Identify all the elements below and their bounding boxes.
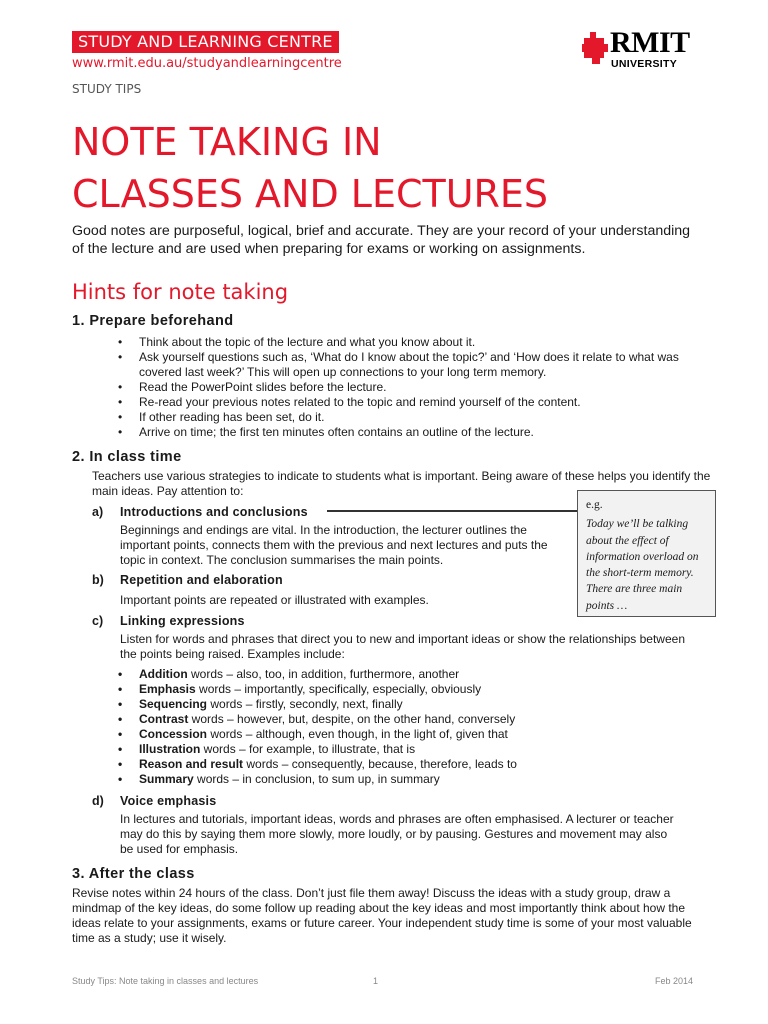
list-item-text: Arrive on time; the first ten minutes often contains an outline of the lecture. bbox=[139, 425, 534, 439]
footer-document-title: Study Tips: Note taking in classes and lectures bbox=[72, 976, 259, 986]
list-item bbox=[118, 712, 658, 727]
example-connector-line bbox=[327, 510, 577, 512]
bullet-icon: • bbox=[118, 772, 123, 786]
example-callout-box bbox=[577, 490, 716, 617]
rmit-pixel-mark-icon bbox=[582, 32, 610, 66]
subsection-a-body: Beginnings and endings are vital. In the introduction, the lecturer outlines the important points, connects them with the previous and next lectures and puts the topic in context. The conclusion summarises the main points. bbox=[120, 523, 548, 567]
intro-paragraph: Good notes are purposeful, logical, brief and accurate. They are your record of your understanding of the lecture and are used when preparing for exams or working on assignments. bbox=[72, 223, 691, 257]
bullet-icon: • bbox=[118, 757, 123, 771]
expression-term: Sequencing bbox=[139, 697, 208, 711]
example-text: Today we’ll be talking about the effect of information overload on the short-term memory. There are three main points … bbox=[586, 518, 699, 612]
subsection-d-body: In lectures and tutorials, important ideas, words and phrases are often emphasised. A lecturer or teacher may do this by saying them more slowly, more loudly, or by pausing. Gestures and movement may also be used for emphasis. bbox=[120, 812, 674, 856]
expression-term: Summary bbox=[139, 772, 194, 786]
list-item bbox=[118, 395, 708, 410]
subsection-a-title: Introductions and conclusions bbox=[120, 505, 308, 519]
list-item bbox=[118, 667, 658, 682]
bullet-icon: • bbox=[118, 425, 123, 439]
rmit-logo bbox=[582, 26, 702, 74]
list-item bbox=[118, 410, 708, 425]
list-item bbox=[118, 335, 708, 350]
expression-term: Illustration bbox=[139, 742, 201, 756]
list-item-text: Think about the topic of the lecture and what you know about it. bbox=[139, 335, 476, 349]
bullet-icon: • bbox=[118, 697, 123, 711]
section-3-heading: 3. After the class bbox=[72, 866, 195, 882]
hints-heading: Hints for note taking bbox=[72, 280, 289, 304]
logo-subtitle: UNIVERSITY bbox=[611, 58, 678, 70]
list-item-text: Ask yourself questions such as, ‘What do I know about the topic?’ and ‘How does it relate to what was covered last week?’ This will open up connections to your long term memory. bbox=[139, 350, 679, 379]
list-item bbox=[118, 757, 658, 772]
section-1-heading: 1. Prepare beforehand bbox=[72, 313, 234, 329]
bullet-icon: • bbox=[118, 380, 123, 394]
expression-text: words – although, even though, in the light of, given that bbox=[207, 727, 508, 741]
expression-text: words – consequently, because, therefore, leads to bbox=[243, 757, 517, 771]
expression-term: Concession bbox=[139, 727, 208, 741]
list-item bbox=[118, 772, 658, 787]
expression-term: Contrast bbox=[139, 712, 189, 726]
bullet-icon: • bbox=[118, 682, 123, 696]
subsection-d-title: Voice emphasis bbox=[120, 794, 217, 808]
expression-term: Emphasis bbox=[139, 682, 196, 696]
logo-wordmark: RMIT bbox=[610, 26, 690, 59]
bullet-icon: • bbox=[118, 335, 123, 349]
list-item bbox=[118, 425, 708, 440]
subsection-a-letter: a) bbox=[92, 505, 104, 519]
subsection-c-body: Listen for words and phrases that direct you to new and important ideas or show the relationships between the points being raised. Examples include: bbox=[120, 632, 685, 661]
subsection-b-body: Important points are repeated or illustrated with examples. bbox=[120, 593, 429, 607]
list-item bbox=[118, 727, 658, 742]
expression-text: words – importantly, specifically, especially, obviously bbox=[195, 682, 482, 696]
list-item-text: Read the PowerPoint slides before the lecture. bbox=[139, 380, 387, 394]
bullet-icon: • bbox=[118, 712, 123, 726]
list-item bbox=[118, 350, 708, 380]
bullet-icon: • bbox=[118, 395, 123, 409]
expression-text: words – also, too, in addition, furthermore, another bbox=[187, 667, 460, 681]
expression-text: words – in conclusion, to sum up, in summary bbox=[193, 772, 440, 786]
section-3-body: Revise notes within 24 hours of the class. Don’t just file them away! Discuss the ideas with a study group, draw a mindmap of the key ideas, do some follow up reading about the key ideas and most importantly think about how the ideas relate to your assignments, exams or future career. Your independent study time is some of your most valuable time as a study; use it wisely. bbox=[72, 886, 692, 945]
bullet-icon: • bbox=[118, 727, 123, 741]
centre-url-link[interactable]: www.rmit.edu.au/studyandlearningcentre bbox=[72, 56, 342, 71]
expression-term: Addition bbox=[139, 667, 188, 681]
list-item-text: If other reading has been set, do it. bbox=[139, 410, 325, 424]
footer-page-number: 1 bbox=[373, 976, 379, 986]
section-1-list bbox=[118, 335, 708, 440]
expression-text: words – firstly, secondly, next, finally bbox=[207, 697, 403, 711]
subsection-b-letter: b) bbox=[92, 573, 104, 587]
subsection-c-title: Linking expressions bbox=[120, 614, 245, 628]
section-2-intro: Teachers use various strategies to indicate to students what is important. Being aware of these helps you identify the main ideas. Pay attention to: bbox=[92, 469, 711, 498]
list-item bbox=[118, 742, 658, 757]
linking-expressions-list bbox=[118, 667, 658, 787]
bullet-icon: • bbox=[118, 667, 123, 681]
example-label: e.g. bbox=[586, 499, 603, 511]
subsection-c-letter: c) bbox=[92, 614, 104, 628]
list-item bbox=[118, 697, 658, 712]
expression-text: words – for example, to illustrate, that is bbox=[200, 742, 416, 756]
subsection-b-title: Repetition and elaboration bbox=[120, 573, 283, 587]
list-item bbox=[118, 380, 708, 395]
list-item bbox=[118, 682, 658, 697]
title-line-2: CLASSES AND LECTURES bbox=[72, 172, 549, 216]
page-title bbox=[72, 116, 712, 220]
expression-term: Reason and result bbox=[139, 757, 244, 771]
expression-text: words – however, but, despite, on the other hand, conversely bbox=[188, 712, 516, 726]
bullet-icon: • bbox=[118, 350, 123, 364]
list-item-text: Re-read your previous notes related to the topic and remind yourself of the content. bbox=[139, 395, 581, 409]
title-line-1: NOTE TAKING IN bbox=[72, 120, 382, 164]
bullet-icon: • bbox=[118, 742, 123, 756]
study-tips-label: STUDY TIPS bbox=[72, 82, 142, 96]
bullet-icon: • bbox=[118, 410, 123, 424]
subsection-d-letter: d) bbox=[92, 794, 104, 808]
centre-banner: STUDY AND LEARNING CENTRE bbox=[72, 31, 339, 53]
footer-date: Feb 2014 bbox=[655, 976, 694, 986]
section-2-heading: 2. In class time bbox=[72, 449, 182, 465]
